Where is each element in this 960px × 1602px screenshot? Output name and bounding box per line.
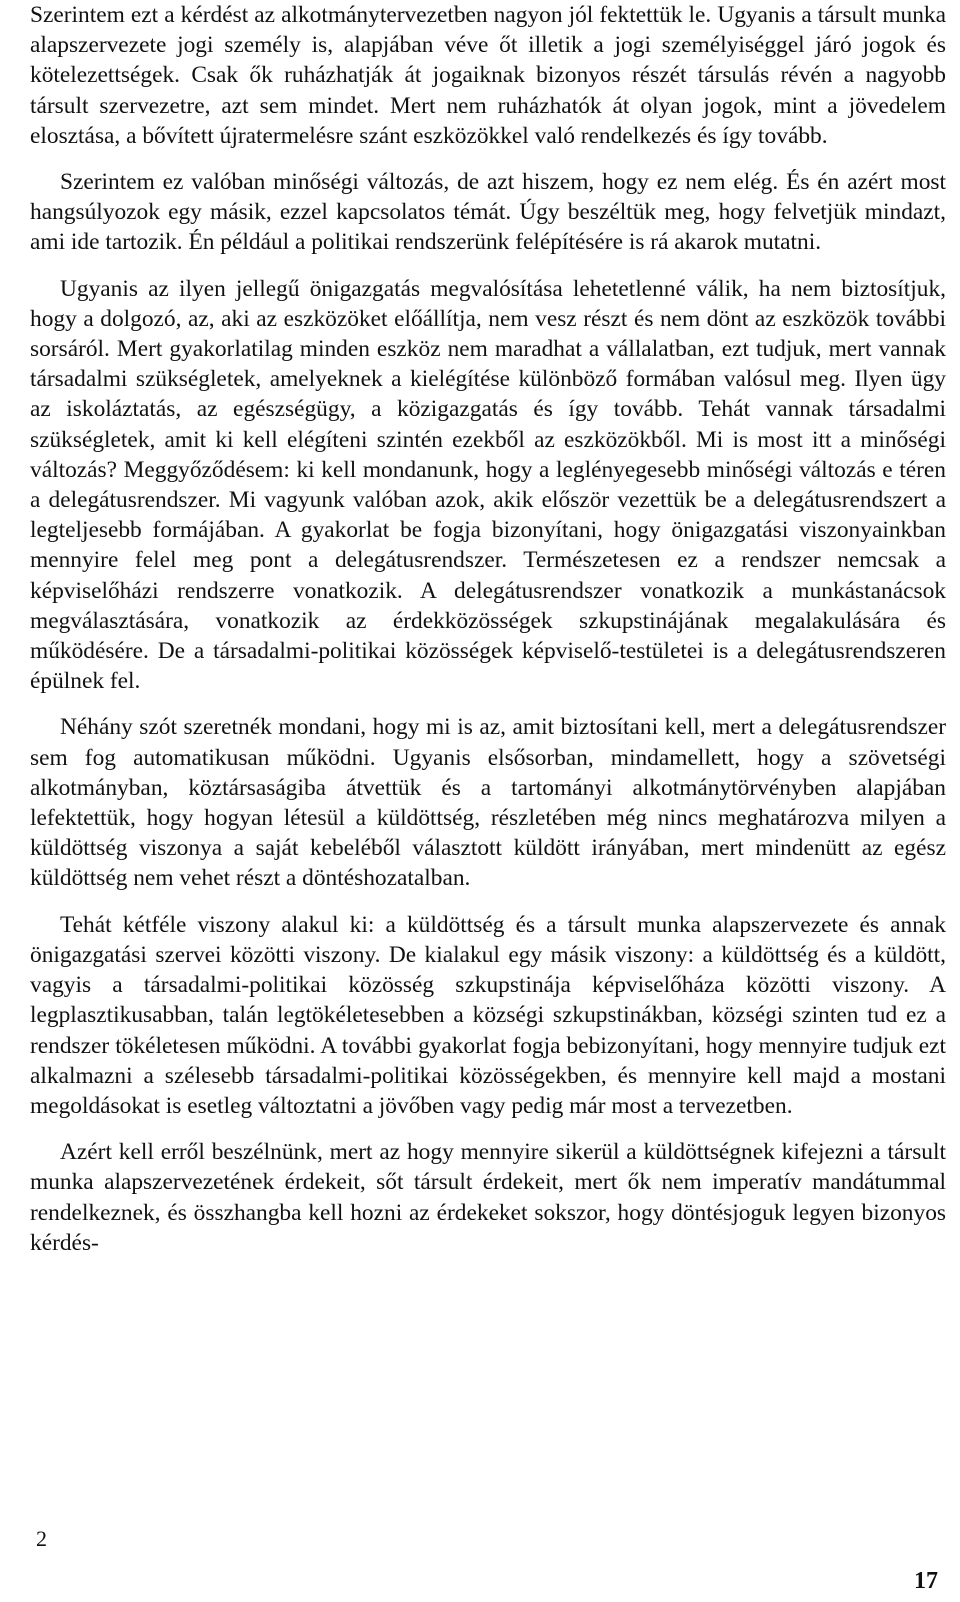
paragraph-6: Azért kell erről beszélnünk, mert az hogy mennyire sikerül a küldöttségnek kifejezni a társult munka alapszervezetének érdekeit, sőt társult érdekeit, mert ők nem imperatív mandátummal rendelkeznek, és összhangba kell hozni az érdekeket sokszor, hogy döntésjoguk legyen bizonyos kérdés-	[30, 1139, 946, 1256]
paragraph-4: Néhány szót szeretnék mondani, hogy mi is az, amit biztosítani kell, mert a delegátusrendszer sem fog automatikusan működni. Ugyanis elsősorban, mindamellett, hogy a szövetségi alkotmányban, köztársaságiba átvettük és a tartományi alkotmánytörvényben alapjában lefektettük, hogy hogyan létesül a küldöttség, részletében még nincs meghatározva milyen a küldöttség viszonya a saját kebeléből választott küldött irányában, mert mindenütt az egész küldöttség nem vehet részt a döntéshozatalban.	[30, 714, 946, 892]
paragraph-3: Ugyanis az ilyen jellegű önigazgatás megvalósítása lehetetlenné válik, ha nem biztosítjuk, hogy a dolgozó, az, aki az eszközöket előállítja, nem vesz részt és nem dönt az eszközök további sorsáról. Mert gyakorlatilag minden eszköz nem maradhat a vállalatban, ezt tudjuk, mert vannak társadalmi szükségletek, amelyeknek a kielégítése különböző formában valósul meg. Ilyen ügy az iskoláztatás, az egészségügy, a közigazgatás és így tovább. Tehát vannak társadalmi szükségletek, amit ki kell elégíteni szintén ezekből az eszközökből. Mi is most itt a minőségi változás? Meggyőződésem: ki kell mondanunk, hogy a leglényegesebb minőségi változás e téren a delegátusrendszer. Mi vagyunk valóban azok, akik először vezettük be a delegátusrendszert a legteljesebb formájában. A gyakorlat be fogja bizonyítani, hogy önigazgatási viszonyainkban mennyire felel meg pont a delegátusrendszer. Természetesen ez a rendszer nemcsak a képviselőházi rendszerre vonatkozik. A delegátusrendszer vonatkozik a munkástanácsok megválasztására, vonatkozik az érdekközösségek szkupstinájának megalakulására és működésére. De a társadalmi-politikai közösségek képviselő-testületei is a delegátusrendszeren épülnek fel.	[30, 275, 946, 695]
page-number: 17	[914, 1568, 938, 1594]
paragraph-1: Szerintem ezt a kérdést az alkotmánytervezetben nagyon jól fektettük le. Ugyanis a társult munka alapszervezete jogi személy is, alapjában véve őt illetik a jogi személyiséggel járó jogok és kötelezettségek. Csak ők ruházhatják át jogaiknak bizonyos részét társulás révén a nagyobb társult szervezetre, azt sem mindet. Mert nem ruházhatók át olyan jogok, mint a jövedelem elosztása, a bővített újratermelésre szánt eszközökkel való rendelkezés és így tovább.	[30, 2, 946, 149]
document-page	[30, 0, 946, 1274]
paragraph-2: Szerintem ez valóban minőségi változás, de azt hiszem, hogy ez nem elég. És én azért most hangsúlyozok egy másik, ezzel kapcsolatos témát. Úgy beszéltük meg, hogy felvetjük mindazt, ami ide tartozik. Én például a politikai rendszerünk felépítésére is rá akarok mutatni.	[30, 169, 946, 256]
signature-mark: 2	[36, 1526, 47, 1551]
paragraph-5: Tehát kétféle viszony alakul ki: a küldöttség és a társult munka alapszervezete és annak önigazgatási szervei közötti viszony. De kialakul egy másik viszony: a küldöttség és a küldött, vagyis a társadalmi-politikai közösség szkupstinája képviselőháza közötti viszony. A legplasztikusabban, talán legtökéletesebben a községi szkupstinákban, községi szinten tud ez a rendszer tökéletesen működni. A további gyakorlat fogja bebizonyítani, hogy mennyire tudjuk ezt alkalmazni a szélesebb társadalmi-politikai közösségekben, és mennyire kell majd a mostani megoldásokat is esetleg változtatni a jövőben vagy pedig már most a tervezetben.	[30, 911, 946, 1119]
